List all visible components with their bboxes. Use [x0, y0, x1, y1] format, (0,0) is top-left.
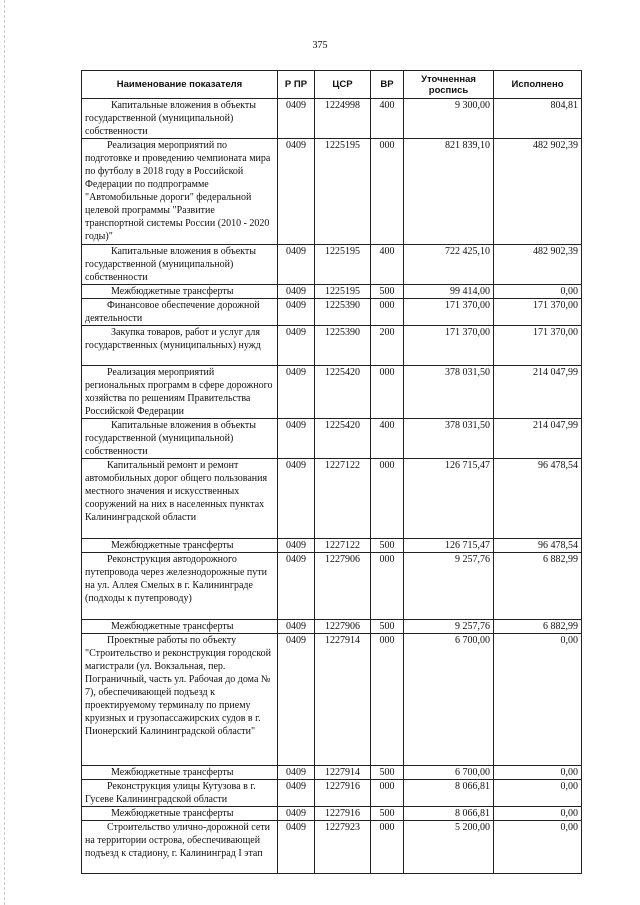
- row-name: Проектные работы по объекту "Строительство и реконструкция городской магистрали (ул. Вокзальная, пер. Пограничный, часть ул. Рабочая до дома № 7), обеспечивающей подъезд к проектируемому терминалу по приему круизных и грузопассажирских судов в г. Пионерский Калининградской области": [82, 634, 278, 766]
- header-name: Наименование показателя: [82, 71, 278, 99]
- row-vr: 400: [371, 99, 404, 139]
- row-done: 214 047,99: [494, 366, 582, 419]
- row-done: 482 902,39: [494, 245, 582, 285]
- row-vr: 500: [371, 766, 404, 780]
- row-csr: 1227916: [315, 780, 371, 807]
- row-name: Закупка товаров, работ и услуг для государственных (муниципальных) нужд: [82, 326, 278, 366]
- row-vr: 500: [371, 807, 404, 821]
- page-number: 375: [312, 40, 328, 51]
- row-vr: 400: [371, 419, 404, 459]
- row-csr: 1227122: [315, 459, 371, 539]
- table-row: [82, 366, 582, 419]
- row-done: 0,00: [494, 780, 582, 807]
- row-csr: 1224998: [315, 99, 371, 139]
- table-row: [82, 634, 582, 766]
- row-vr: 500: [371, 620, 404, 634]
- row-rpr: 0409: [278, 821, 315, 874]
- row-csr: 1225420: [315, 366, 371, 419]
- row-plan: 171 370,00: [404, 299, 494, 326]
- row-name: Капитальные вложения в объекты государственной (муниципальной) собственности: [82, 419, 278, 459]
- row-csr: 1227122: [315, 539, 371, 553]
- row-plan: 378 031,50: [404, 419, 494, 459]
- row-plan: 99 414,00: [404, 285, 494, 299]
- table-row: [82, 821, 582, 874]
- header-vr: ВР: [371, 71, 404, 99]
- row-vr: 500: [371, 539, 404, 553]
- row-csr: 1227906: [315, 553, 371, 620]
- row-done: 96 478,54: [494, 459, 582, 539]
- row-plan: 6 700,00: [404, 766, 494, 780]
- row-name: Межбюджетные трансферты: [82, 285, 278, 299]
- table-row: [82, 459, 582, 539]
- row-name: Реконструкция автодорожного путепровода через железнодорожные пути на ул. Аллея Смелых в г. Калининграде (подходы к путепроводу): [82, 553, 278, 620]
- row-vr: 000: [371, 139, 404, 245]
- row-rpr: 0409: [278, 139, 315, 245]
- row-rpr: 0409: [278, 553, 315, 620]
- row-rpr: 0409: [278, 299, 315, 326]
- row-done: 6 882,99: [494, 620, 582, 634]
- row-rpr: 0409: [278, 99, 315, 139]
- row-rpr: 0409: [278, 620, 315, 634]
- row-rpr: 0409: [278, 634, 315, 766]
- row-name: Реализация мероприятий региональных программ в сфере дорожного хозяйства по решениям Правительства Российской Федерации: [82, 366, 278, 419]
- row-plan: 5 200,00: [404, 821, 494, 874]
- table-header-row: [82, 71, 582, 99]
- row-done: 0,00: [494, 807, 582, 821]
- row-vr: 000: [371, 459, 404, 539]
- table-row: [82, 299, 582, 326]
- row-plan: 378 031,50: [404, 366, 494, 419]
- row-csr: 1227916: [315, 807, 371, 821]
- row-name: Межбюджетные трансферты: [82, 807, 278, 821]
- header-done: Исполнено: [494, 71, 582, 99]
- row-rpr: 0409: [278, 285, 315, 299]
- table-row: [82, 620, 582, 634]
- header-csr: ЦСР: [315, 71, 371, 99]
- scan-edge-mark: [4, 0, 6, 905]
- row-vr: 000: [371, 780, 404, 807]
- row-name: Строительство улично-дорожной сети на территории острова, обеспечивающей подъезд к стадиону, г. Калининград I этап: [82, 821, 278, 874]
- row-vr: 500: [371, 285, 404, 299]
- table-row: [82, 539, 582, 553]
- row-csr: 1225195: [315, 245, 371, 285]
- row-done: 214 047,99: [494, 419, 582, 459]
- table-row: [82, 766, 582, 780]
- row-name: Межбюджетные трансферты: [82, 766, 278, 780]
- row-vr: 000: [371, 299, 404, 326]
- row-done: 96 478,54: [494, 539, 582, 553]
- table-row: [82, 139, 582, 245]
- header-plan: Уточненная роспись: [404, 71, 494, 99]
- table-row: [82, 780, 582, 807]
- row-name: Капитальные вложения в объекты государственной (муниципальной) собственности: [82, 99, 278, 139]
- table-row: [82, 807, 582, 821]
- row-done: 482 902,39: [494, 139, 582, 245]
- row-plan: 9 300,00: [404, 99, 494, 139]
- row-name: Реконструкция улицы Кутузова в г. Гусеве Калининградской области: [82, 780, 278, 807]
- row-rpr: 0409: [278, 807, 315, 821]
- row-csr: 1227923: [315, 821, 371, 874]
- row-csr: 1227906: [315, 620, 371, 634]
- row-csr: 1225195: [315, 139, 371, 245]
- row-csr: 1225390: [315, 299, 371, 326]
- row-name: Реализация мероприятий по подготовке и проведению чемпионата мира по футболу в 2018 году в Российской Федерации по подпрограмме "Автомобильные дороги" федеральной целевой программы "Развитие транспортной системы России (2010 - 2020 годы)": [82, 139, 278, 245]
- budget-table: [81, 70, 582, 874]
- table-row: [82, 553, 582, 620]
- table-row: [82, 99, 582, 139]
- row-rpr: 0409: [278, 539, 315, 553]
- row-csr: 1227914: [315, 634, 371, 766]
- row-done: 0,00: [494, 766, 582, 780]
- row-plan: 171 370,00: [404, 326, 494, 366]
- row-done: 0,00: [494, 634, 582, 766]
- row-plan: 8 066,81: [404, 807, 494, 821]
- row-plan: 821 839,10: [404, 139, 494, 245]
- table-row: [82, 419, 582, 459]
- row-rpr: 0409: [278, 780, 315, 807]
- row-csr: 1225390: [315, 326, 371, 366]
- row-plan: 8 066,81: [404, 780, 494, 807]
- header-rpr: Р ПР: [278, 71, 315, 99]
- row-plan: 126 715,47: [404, 459, 494, 539]
- row-rpr: 0409: [278, 419, 315, 459]
- table-row: [82, 326, 582, 366]
- row-csr: 1227914: [315, 766, 371, 780]
- row-plan: 9 257,76: [404, 553, 494, 620]
- row-plan: 6 700,00: [404, 634, 494, 766]
- row-done: 171 370,00: [494, 326, 582, 366]
- row-vr: 000: [371, 634, 404, 766]
- row-rpr: 0409: [278, 459, 315, 539]
- row-done: 6 882,99: [494, 553, 582, 620]
- row-csr: 1225195: [315, 285, 371, 299]
- row-rpr: 0409: [278, 326, 315, 366]
- row-vr: 200: [371, 326, 404, 366]
- row-plan: 722 425,10: [404, 245, 494, 285]
- row-vr: 000: [371, 553, 404, 620]
- row-plan: 9 257,76: [404, 620, 494, 634]
- row-csr: 1225420: [315, 419, 371, 459]
- table-row: [82, 285, 582, 299]
- row-done: 171 370,00: [494, 299, 582, 326]
- row-plan: 126 715,47: [404, 539, 494, 553]
- row-vr: 000: [371, 366, 404, 419]
- row-vr: 000: [371, 821, 404, 874]
- row-name: Межбюджетные трансферты: [82, 539, 278, 553]
- row-done: 0,00: [494, 285, 582, 299]
- row-name: Капитальные вложения в объекты государственной (муниципальной) собственности: [82, 245, 278, 285]
- row-name: Финансовое обеспечение дорожной деятельности: [82, 299, 278, 326]
- row-rpr: 0409: [278, 366, 315, 419]
- row-rpr: 0409: [278, 766, 315, 780]
- row-vr: 400: [371, 245, 404, 285]
- table-row: [82, 245, 582, 285]
- row-done: 0,00: [494, 821, 582, 874]
- row-rpr: 0409: [278, 245, 315, 285]
- row-done: 804,81: [494, 99, 582, 139]
- row-name: Межбюджетные трансферты: [82, 620, 278, 634]
- row-name: Капитальный ремонт и ремонт автомобильных дорог общего пользования местного значения и искусственных сооружений на них в населенных пунктах Калининградской области: [82, 459, 278, 539]
